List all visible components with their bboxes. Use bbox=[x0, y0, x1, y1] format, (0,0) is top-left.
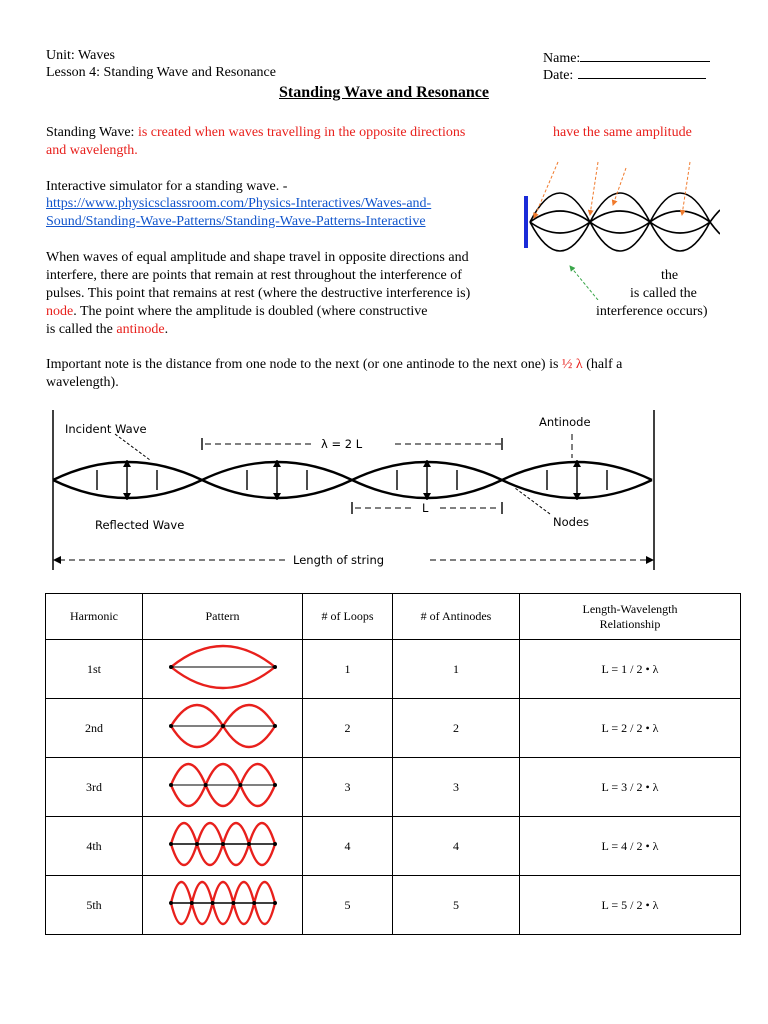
date-field[interactable] bbox=[543, 65, 706, 84]
harmonic-pattern bbox=[143, 758, 303, 812]
cell-pattern bbox=[143, 640, 303, 699]
definition-text-2: have the same amplitude bbox=[553, 125, 692, 140]
header-loops: # of Loops bbox=[303, 594, 393, 640]
header-relationship-1: Length-Wavelength bbox=[582, 601, 678, 616]
harmonic-pattern bbox=[143, 817, 303, 871]
cell-harmonic: 4th bbox=[46, 817, 143, 876]
half-lambda: ½ λ bbox=[561, 357, 583, 372]
pattern-node-dot bbox=[169, 665, 173, 669]
harmonic-pattern bbox=[143, 699, 303, 753]
table-row bbox=[46, 758, 741, 817]
pattern-node-dot bbox=[190, 901, 194, 905]
cell-harmonic: 3rd bbox=[46, 758, 143, 817]
note-line-1 bbox=[46, 357, 622, 373]
definition-line-1 bbox=[46, 125, 465, 141]
antinode-label: Antinode bbox=[539, 415, 591, 429]
pattern-node-dot bbox=[238, 783, 242, 787]
antinode-term: antinode bbox=[116, 322, 165, 337]
pattern-upper-wave bbox=[171, 882, 275, 903]
explanation-line-1: When waves of equal amplitude and shape travel in opposite directions and bbox=[46, 250, 469, 265]
date-label: Date: bbox=[543, 68, 574, 83]
explanation-line-3: pulses. This point that remains at rest (where the destructive interference is) bbox=[46, 286, 471, 301]
definition-text-1: is created when waves travelling in the opposite directions bbox=[137, 125, 466, 140]
pattern-lower-wave bbox=[171, 903, 275, 924]
pattern-node-dot bbox=[195, 842, 199, 846]
cell-antinodes: 4 bbox=[393, 817, 520, 876]
explanation-line-4 bbox=[46, 303, 428, 321]
cell-antinodes: 3 bbox=[393, 758, 520, 817]
pattern-node-dot bbox=[231, 901, 235, 905]
pattern-node-dot bbox=[273, 665, 277, 669]
pattern-lower-wave bbox=[171, 785, 275, 806]
simulator-link-2[interactable]: Sound/Standing-Wave-Patterns/Standing-Wave-Patterns-Interactive bbox=[46, 214, 426, 229]
pattern-node-dot bbox=[273, 842, 277, 846]
explanation-line-5-end: . bbox=[164, 322, 169, 337]
cell-pattern bbox=[143, 876, 303, 935]
simulator-intro: Interactive simulator for a standing wave. - bbox=[46, 179, 288, 194]
note-end: (half a bbox=[582, 357, 623, 372]
pattern-lower-wave bbox=[171, 667, 275, 688]
header-relationship-2: Relationship bbox=[599, 616, 661, 631]
table-row bbox=[46, 699, 741, 758]
cell-harmonic: 2nd bbox=[46, 699, 143, 758]
cell-loops: 2 bbox=[303, 699, 393, 758]
incident-wave-label: Incident Wave bbox=[65, 422, 147, 436]
pattern-lower-wave bbox=[171, 726, 275, 747]
pattern-node-dot bbox=[221, 724, 225, 728]
table-row bbox=[46, 876, 741, 935]
pattern-lower-wave bbox=[171, 844, 275, 865]
unit-line: Unit: Waves bbox=[46, 48, 115, 63]
right-called: is called the bbox=[630, 286, 697, 301]
pattern-node-dot bbox=[247, 842, 251, 846]
cell-relationship: L = 5 / 2 • λ bbox=[520, 876, 741, 935]
right-interference: interference occurs) bbox=[596, 304, 708, 319]
pattern-node-dot bbox=[169, 842, 173, 846]
header-pattern: Pattern bbox=[143, 594, 303, 640]
cell-relationship: L = 4 / 2 • λ bbox=[520, 817, 741, 876]
explanation-line-4-rest: . The point where the amplitude is doubled (where constructive bbox=[73, 304, 428, 319]
cell-harmonic: 5th bbox=[46, 876, 143, 935]
nodes-label: Nodes bbox=[553, 515, 590, 529]
cell-antinodes: 5 bbox=[393, 876, 520, 935]
simulator-link-1[interactable]: https://www.physicsclassroom.com/Physics-Interactives/Waves-and- bbox=[46, 196, 432, 211]
harmonic-pattern bbox=[143, 876, 303, 930]
date-blank[interactable] bbox=[578, 65, 706, 79]
node-term: node bbox=[46, 304, 74, 319]
explanation-line-5 bbox=[46, 321, 168, 339]
table-row bbox=[46, 817, 741, 876]
table-row bbox=[46, 640, 741, 699]
explanation-line-2: interfere, there are points that remain at rest throughout the interference of bbox=[46, 268, 462, 283]
cell-loops: 1 bbox=[303, 640, 393, 699]
definition-text-3: and wavelength. bbox=[46, 143, 138, 158]
cell-antinodes: 1 bbox=[393, 640, 520, 699]
harmonic-pattern bbox=[143, 640, 303, 694]
pattern-node-dot bbox=[273, 724, 277, 728]
cell-relationship: L = 1 / 2 • λ bbox=[520, 640, 741, 699]
page-title: Standing Wave and Resonance bbox=[279, 84, 489, 101]
pattern-node-dot bbox=[169, 724, 173, 728]
lambda-label: λ = 2 L bbox=[321, 437, 363, 451]
cell-relationship: L = 3 / 2 • λ bbox=[520, 758, 741, 817]
pattern-node-dot bbox=[273, 783, 277, 787]
lesson-line: Lesson 4: Standing Wave and Resonance bbox=[46, 65, 276, 80]
header-harmonic: Harmonic bbox=[46, 594, 143, 640]
cell-harmonic: 1st bbox=[46, 640, 143, 699]
reflected-wave-label: Reflected Wave bbox=[95, 518, 185, 532]
note-start: Important note is the distance from one node to the next (or one antinode to the next one) is bbox=[46, 357, 562, 372]
pattern-upper-wave bbox=[171, 764, 275, 785]
pattern-node-dot bbox=[169, 783, 173, 787]
cell-loops: 4 bbox=[303, 817, 393, 876]
cell-antinodes: 2 bbox=[393, 699, 520, 758]
cell-loops: 3 bbox=[303, 758, 393, 817]
harmonics-table bbox=[45, 593, 741, 935]
cell-relationship: L = 2 / 2 • λ bbox=[520, 699, 741, 758]
standing-wave-figure bbox=[518, 160, 720, 300]
pattern-node-dot bbox=[169, 901, 173, 905]
l-label: L bbox=[422, 501, 429, 515]
pattern-upper-wave bbox=[171, 705, 275, 726]
table-header-row bbox=[46, 594, 741, 640]
header-antinodes: # of Antinodes bbox=[393, 594, 520, 640]
cell-loops: 5 bbox=[303, 876, 393, 935]
length-of-string-label: Length of string bbox=[293, 553, 385, 567]
cell-pattern bbox=[143, 699, 303, 758]
cell-pattern bbox=[143, 817, 303, 876]
note-line-2: wavelength). bbox=[46, 375, 119, 390]
pattern-node-dot bbox=[211, 901, 215, 905]
pattern-node-dot bbox=[273, 901, 277, 905]
definition-label: Standing Wave: bbox=[46, 125, 135, 140]
name-blank[interactable] bbox=[580, 48, 710, 62]
cell-pattern bbox=[143, 758, 303, 817]
pattern-node-dot bbox=[204, 783, 208, 787]
pattern-upper-wave bbox=[171, 646, 275, 667]
right-the: the bbox=[661, 268, 679, 283]
name-label: Name: bbox=[543, 51, 581, 66]
pattern-node-dot bbox=[252, 901, 256, 905]
header-relationship bbox=[520, 594, 741, 640]
pattern-node-dot bbox=[221, 842, 225, 846]
standing-wave-diagram bbox=[45, 410, 657, 574]
explanation-line-5-start: is called the bbox=[46, 322, 117, 337]
